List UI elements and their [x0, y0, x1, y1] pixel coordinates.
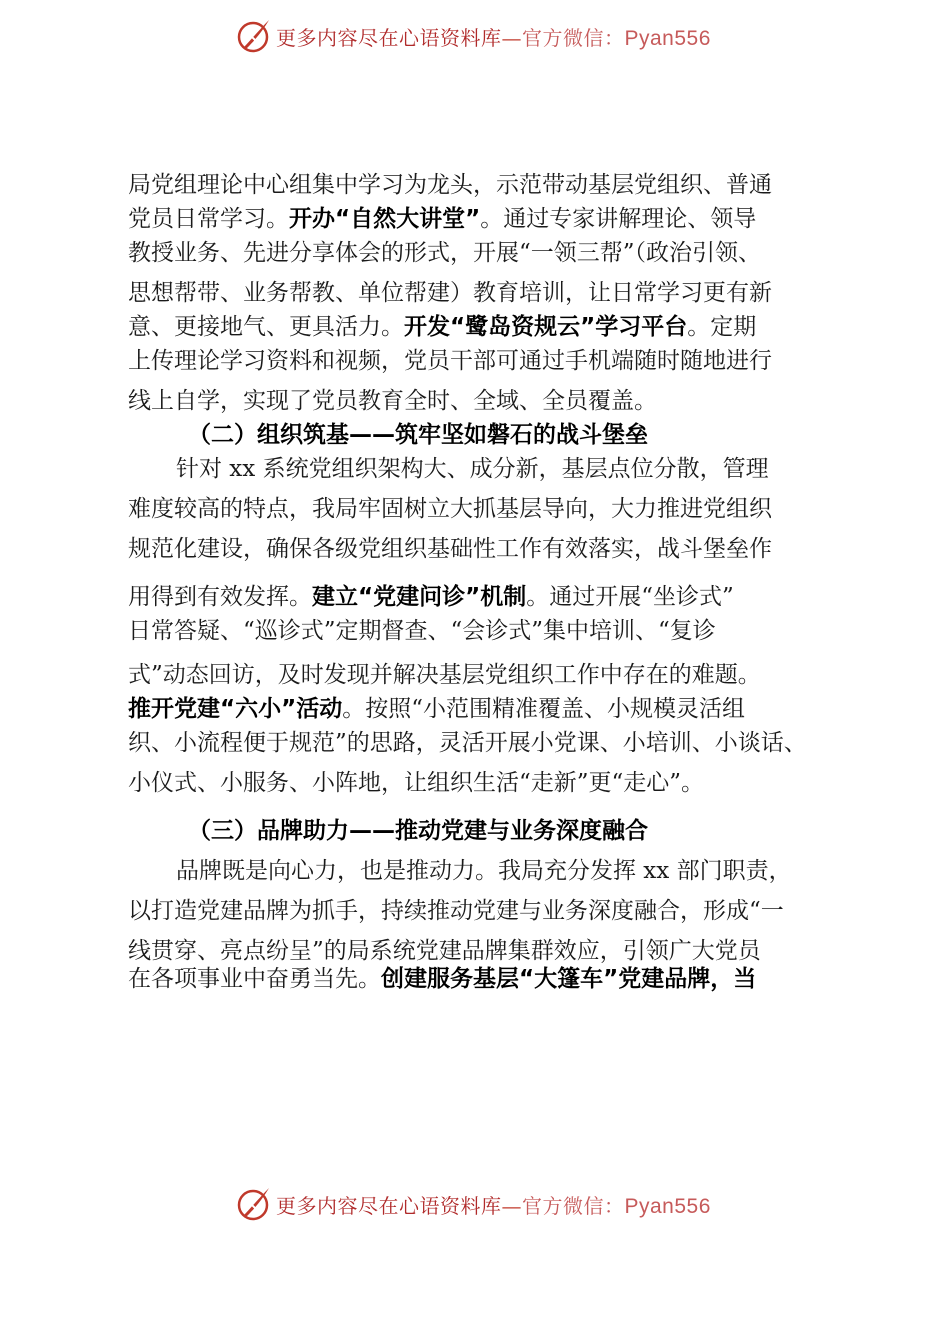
text-span: 。通过专家讲解理论、领导	[480, 206, 757, 232]
banner-dash: —	[501, 1194, 522, 1218]
text-line	[128, 310, 868, 344]
section-heading-3: （三）品牌助力——推动党建与业务深度融合	[188, 818, 648, 844]
text-span: 用得到有效发挥。	[128, 584, 312, 610]
document-body	[128, 168, 868, 996]
text-line: 上传理论学习资料和视频，党员干部可通过手机端随时随地进行	[128, 348, 772, 374]
banner-wechat-id: Pyan556	[624, 27, 711, 50]
text-line: 以打造党建品牌为抓手，持续推动党建与业务深度融合，形成“一	[128, 898, 784, 924]
text-line: 织、小流程便于规范”的思路，灵活开展小党课、小培训、小谈话、	[128, 730, 807, 756]
text-line: 针对 xx 系统党组织架构大、成分新，基层点位分散，管理	[176, 456, 769, 482]
banner-main-text: 更多内容尽在心语资料库	[276, 26, 502, 50]
text-line: 教授业务、先进分享体会的形式，开展“一领三帮”（政治引领、	[128, 240, 762, 266]
banner-wechat-label: 官方微信：	[522, 1194, 625, 1218]
quill-logo-icon	[237, 18, 271, 54]
banner-main-text: 更多内容尽在心语资料库	[276, 1194, 502, 1218]
banner-dash: —	[501, 26, 522, 50]
header-banner	[0, 16, 950, 56]
text-line: 线上自学，实现了党员教育全时、全域、全员覆盖。	[128, 388, 657, 414]
footer-banner	[0, 1184, 950, 1224]
text-line: 式”动态回访，及时发现并解决基层党组织工作中存在的难题。	[128, 662, 761, 688]
section-heading-2: （二）组织筑基——筑牢坚如磐石的战斗堡垒	[188, 422, 648, 448]
text-line	[128, 580, 868, 614]
bold-phrase: 创建服务基层“大篷车”党建品牌，当	[381, 966, 757, 992]
text-line	[128, 202, 868, 236]
text-line: 规范化建设，确保各级党组织基础性工作有效落实，战斗堡垒作	[128, 536, 772, 562]
text-span: 。通过开展“坐诊式”	[526, 584, 734, 610]
text-span: 。按照“小范围精准覆盖、小规模灵活组	[342, 696, 745, 722]
bold-phrase: 开办“自然大讲堂”	[289, 206, 481, 232]
banner-text	[276, 1190, 711, 1219]
text-span: 在各项事业中奋勇当先。	[128, 966, 381, 992]
bold-phrase: 开发“鹭岛资规云”学习平台	[404, 314, 688, 340]
banner-wechat-label: 官方微信：	[522, 26, 625, 50]
text-line: 难度较高的特点，我局牢固树立大抓基层导向，大力推进党组织	[128, 496, 772, 522]
text-span: 意、更接地气、更具活力。	[128, 314, 404, 340]
banner-text	[276, 22, 711, 51]
quill-logo-icon	[237, 1186, 271, 1222]
text-span: 党员日常学习。	[128, 206, 289, 232]
text-line	[128, 692, 868, 726]
text-line: 线贯穿、亮点纷呈”的局系统党建品牌集群效应，引领广大党员	[128, 938, 761, 964]
text-span: 。定期	[687, 314, 757, 340]
text-line: 局党组理论中心组集中学习为龙头，示范带动基层党组织、普通	[128, 172, 772, 198]
banner-wechat-id: Pyan556	[624, 1195, 711, 1218]
text-line: 品牌既是向心力，也是推动力。我局充分发挥 xx 部门职责，	[176, 858, 792, 884]
text-line: 思想帮带、业务帮教、单位帮建）教育培训，让日常学习更有新	[128, 280, 772, 306]
text-line: 小仪式、小服务、小阵地，让组织生活“走新”更“走心”。	[128, 770, 705, 796]
text-line: 日常答疑、“巡诊式”定期督查、“会诊式”集中培训、“复诊	[128, 618, 716, 644]
bold-phrase: 推开党建“六小”活动	[128, 696, 343, 722]
bold-phrase: 建立“党建问诊”机制	[312, 584, 527, 610]
